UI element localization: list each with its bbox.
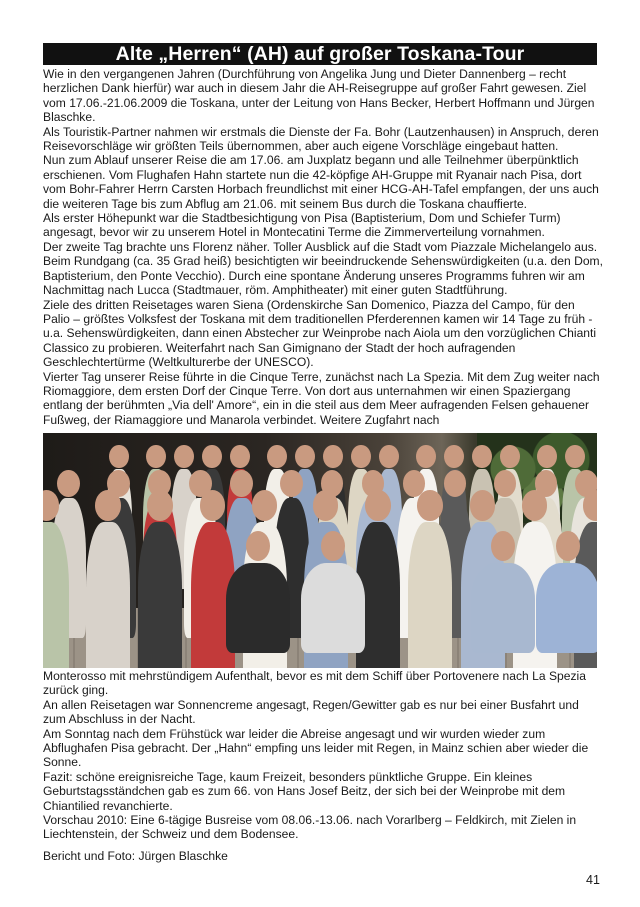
paragraph: Nun zum Ablauf unserer Reise die am 17.06. am Juxplatz begann und alle Teilnehmer überpünktlich erschienen. Vom Flughafen Hahn startete nun die 42-köpfige AH-Gruppe mit Ryanair nach Pisa, dort vom Bohr-Fahrer Herrn Carsten Horbach freundlichst mit einer HCG-AH-Tafel empfangen, der uns auch die weiteren Tage bis zum Abflug am 21.06. mit seinem Bus durch die Toskana chauffierte.: [43, 153, 599, 211]
person-head: [417, 490, 443, 521]
person-head: [230, 445, 250, 468]
person-head: [323, 445, 343, 468]
paragraph: Der zweite Tag brachte uns Florenz näher. Toller Ausblick auf die Stadt vom Piazzale Michelangelo aus. Beim Rundgang (ca. 35 Grad heiß) besichtigten wir beeindruckende Sehenswürdigkeiten (u.a. den Dom, Baptisterium, den Ponte Vecchio). Durch eine spontane Änderung unseres Programms fuhren wir am Nachmittag nach Lucca (Stadtmauer, röm. Amphitheater) mit einer guten Stadtführung.: [43, 239, 603, 298]
person-head: [230, 470, 253, 497]
paragraph: Wie in den vergangenen Jahren (Durchführung von Angelika Jung und Dieter Dannenberg – recht herzlichen Dank hierfür) war auch in diesem Jahr die AH-Reisegruppe auf großer Fahrt gewesen. Ziel vom 17.06.-21.06.2009 die Toskana, unter der Leitung von Hans Becker, Herbert Hoffmann und Jürgen Blaschke.: [43, 67, 595, 125]
paragraph: Ziele des dritten Reisetages waren Siena (Ordenskirche San Domenico, Piazza del Campo, für den Palio – größtes Volksfest der Toskana mit dem traditionellen Pferderennen kamen wir 14 Tage zu früh - u.a. Sehenswürdigkeiten, dann einen Abstecher zur Weinprobe nach Aiola um den vorzüglichen Chianti Classico zu probieren. Weiterfahrt nach San Gimignano der Stadt der hoch aufragenden Geschlechtertürme (Weltkulturerbe der UNESCO).: [43, 297, 597, 370]
article-body-top: [43, 67, 603, 427]
person-head: [246, 531, 270, 561]
person-head: [556, 531, 580, 561]
person-head: [147, 490, 173, 521]
person-head: [321, 531, 345, 561]
paragraph: Monterosso mit mehrstündigem Aufenthalt, bevor es mit dem Schiff über Portovenere nach La Spezia zurück ging.: [43, 669, 586, 698]
paragraph: Als Touristik-Partner nahmen wir erstmals die Dienste der Fa. Bohr (Lautzenhausen) in Anspruch, deren Reisevorschläge wir größten Teils übernommen, aber auch eigene Vorschläge eingebaut hatten.: [43, 124, 599, 154]
person-head: [565, 445, 585, 468]
person-figure: [138, 522, 182, 668]
person-head: [252, 490, 278, 521]
person-kneeling: [301, 563, 365, 653]
person-head: [416, 445, 436, 468]
paragraph: Als erster Höhepunkt war die Stadtbesichtigung von Pisa (Baptisterium, Dom und Schiefer Turm) angesagt, bevor wir zu unserem Hotel in Montecatini Terme die Zimmerverteilung vornahmen.: [43, 211, 561, 240]
person-head: [444, 445, 464, 468]
person-kneeling: [226, 563, 290, 653]
article-body-bottom: [43, 669, 603, 842]
person-head: [351, 445, 371, 468]
person-head: [174, 445, 194, 468]
paragraph: Vierter Tag unserer Reise führte in die Cinque Terre, zunächst nach La Spezia. Mit dem Zug weiter nach Riomaggiore, dem ersten Dorf der Cinque Terre. Von dort aus unternahmen wir einen Spaziergang entlang der berühmten „Via dell' Amore“, ein in die steil aus dem Meer aufragenden Felsen gehauener Fußweg, der Riamaggiore und Manarola verbindet. Weitere Zugfahrt nach: [43, 369, 600, 427]
person-head: [365, 490, 391, 521]
group-photo: [43, 433, 597, 668]
person-head: [200, 490, 226, 521]
person-figure: [408, 522, 452, 668]
person-head: [470, 490, 496, 521]
person-head: [109, 445, 129, 468]
paragraph: An allen Reisetagen war Sonnencreme angesagt, Regen/Gewitter gab es nur bei einer Busfahrt und zum Abschluss in der Nacht.: [43, 697, 579, 727]
person-head: [379, 445, 399, 468]
page-number: 41: [586, 873, 600, 887]
paragraph: Fazit: schöne ereignisreiche Tage, kaum Freizeit, besonders pünktliche Gruppe. Ein kleines Geburtstagsständchen gab es zum 66. von Hans Josef Beitz, der sich bei der Weinprobe mit dem Chiantilied revanchierte.: [43, 769, 566, 813]
person-head: [537, 445, 557, 468]
person-head: [522, 490, 548, 521]
person-head: [500, 445, 520, 468]
person-head: [313, 490, 339, 521]
person-head: [472, 445, 492, 468]
person-head: [494, 470, 517, 497]
paragraph: Am Sonntag nach dem Frühstück war leider die Abreise angesagt und wir wurden wieder zum Abflughafen Pisa gebracht. Der „Hahn“ empfing uns leider mit Regen, in Mainz schien aber wieder die Sonne.: [43, 726, 589, 770]
person-head: [267, 445, 287, 468]
paragraph: Vorschau 2010: Eine 6-tägige Busreise vom 08.06.-13.06. nach Vorarlberg – Feldkirch, mit Zielen in Liechtenstein, der Schweiz und dem Bodensee.: [43, 813, 577, 842]
person-kneeling: [536, 563, 597, 653]
person-kneeling: [471, 563, 535, 653]
person-head: [95, 490, 121, 521]
photo-credit: Bericht und Foto: Jürgen Blaschke: [43, 849, 228, 863]
person-head: [202, 445, 222, 468]
person-head: [444, 470, 467, 497]
person-head: [280, 470, 303, 497]
person-head: [146, 445, 166, 468]
person-figure: [86, 522, 130, 668]
person-head: [57, 470, 80, 497]
person-head: [491, 531, 515, 561]
person-head: [295, 445, 315, 468]
article-title: Alte „Herren“ (AH) auf großer Toskana-Tour: [43, 43, 597, 65]
